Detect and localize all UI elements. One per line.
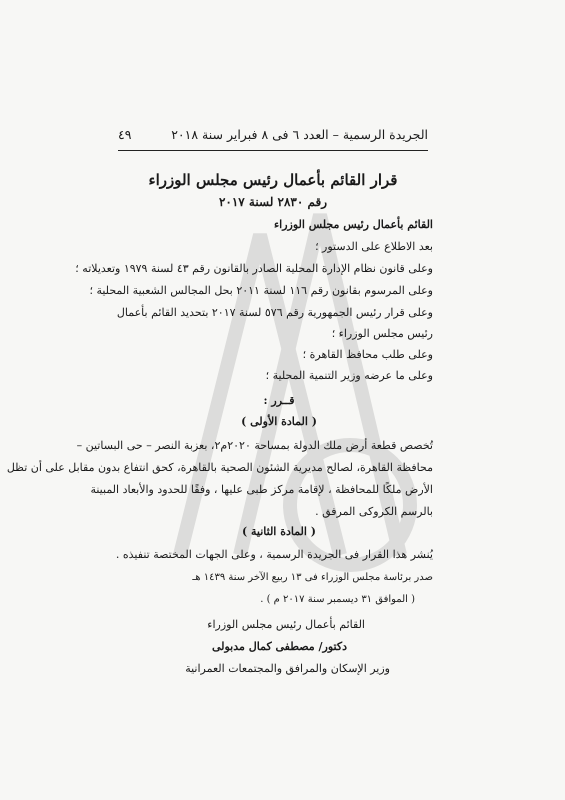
preamble-line: وعلى المرسوم بقانون رقم ١١٦ لسنة ٢٠١١ بحل المجالس الشعبية المحلية ؛ xyxy=(89,284,433,297)
issuer-line: القائم بأعمال رئيس مجلس الوزراء xyxy=(273,218,433,231)
signatory-role: القائم بأعمال رئيس مجلس الوزراء xyxy=(207,618,365,631)
preamble-line: بعد الاطلاع على الدستور ؛ xyxy=(315,240,433,253)
preamble-line: وعلى ما عرضه وزير التنمية المحلية ؛ xyxy=(265,369,433,382)
issued-date: ( الموافق ٣١ ديسمبر سنة ٢٠١٧ م ) . xyxy=(260,594,415,605)
article-1-heading: ( المادة الأولى ) xyxy=(241,415,317,428)
article-1-line: محافظة القاهرة، لصالح مديرية الشئون الصحية بالقاهرة، كحق انتفاع بدون مقابل على أن تظل xyxy=(6,461,433,474)
preamble-line: رئيس مجلس الوزراء ؛ xyxy=(331,327,433,340)
article-1-line: تُخصص قطعة أرض ملك الدولة بمساحة ٢٠٢٠م٢، بعزبة النصر – حى البساتين – xyxy=(76,439,433,452)
issued-line: صدر برئاسة مجلس الوزراء فى ١٣ ربيع الآخر سنة ١٤٣٩ هـ xyxy=(192,572,433,583)
signatory-position: وزير الإسكان والمرافق والمجتمعات العمرانية xyxy=(185,662,390,675)
running-title: الجريدة الرسمية – العدد ٦ فى ٨ فبراير سنة ٢٠١٨ xyxy=(171,127,428,142)
article-2-heading: ( المادة الثانية ) xyxy=(241,525,317,538)
article-1-line: الأرض ملكًا للمحافظة ، لإقامة مركز طبى عليها ، وفقًا للحدود والأبعاد المبينة xyxy=(90,483,433,496)
running-header xyxy=(118,125,428,147)
decided-heading: قــرر : xyxy=(263,394,295,407)
decree-title: قرار القائم بأعمال رئيس مجلس الوزراء xyxy=(148,171,398,189)
article-2-line: يُنشر هذا القرار فى الجريدة الرسمية ، وعلى الجهات المختصة تنفيذه . xyxy=(115,548,433,561)
decree-number: رقم ٢٨٣٠ لسنة ٢٠١٧ xyxy=(218,195,328,209)
header-rule xyxy=(118,150,428,151)
page-number: ٤٩ xyxy=(118,127,132,142)
preamble-line: وعلى قرار رئيس الجمهورية رقم ٥٧٦ لسنة ٢٠١٧ بتحديد القائم بأعمال xyxy=(116,306,433,319)
article-1-line: بالرسم الكروكى المرفق . xyxy=(315,505,433,518)
signatory-name: دكتور/ مصطفى كمال مدبولى xyxy=(211,640,347,653)
preamble-line: وعلى طلب محافظ القاهرة ؛ xyxy=(302,348,433,361)
preamble-line: وعلى قانون نظام الإدارة المحلية الصادر بالقانون رقم ٤٣ لسنة ١٩٧٩ وتعديلاته ؛ xyxy=(75,262,433,275)
